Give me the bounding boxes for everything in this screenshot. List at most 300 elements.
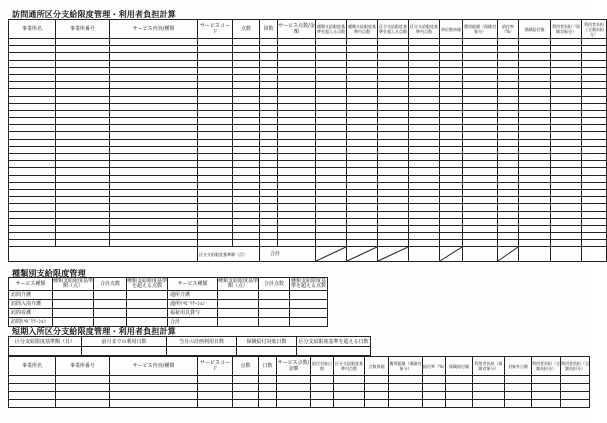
table-cell[interactable] — [233, 39, 260, 46]
table-cell[interactable] — [260, 225, 278, 232]
table-cell[interactable] — [56, 110, 110, 117]
table-cell[interactable] — [316, 182, 347, 189]
table-cell[interactable] — [498, 60, 519, 67]
table-cell[interactable] — [347, 175, 378, 182]
table-cell[interactable] — [519, 132, 551, 139]
table-cell[interactable] — [278, 211, 316, 218]
table-cell[interactable] — [278, 240, 316, 247]
table-cell[interactable] — [347, 46, 378, 53]
table-cell[interactable] — [233, 240, 260, 247]
table-cell[interactable] — [463, 182, 498, 189]
table-cell[interactable] — [316, 89, 347, 96]
table-cell[interactable] — [233, 132, 260, 139]
table-cell[interactable] — [463, 161, 498, 168]
table-cell[interactable] — [409, 89, 440, 96]
table-cell[interactable] — [463, 110, 498, 117]
table-cell[interactable] — [9, 400, 56, 408]
table-cell[interactable] — [378, 233, 409, 240]
table-cell[interactable] — [582, 39, 607, 46]
table-cell[interactable] — [551, 125, 582, 132]
table-cell[interactable] — [198, 197, 233, 204]
table-cell[interactable] — [56, 376, 110, 384]
table-cell[interactable] — [473, 384, 505, 392]
table-cell[interactable] — [56, 400, 110, 408]
table-cell[interactable] — [198, 225, 233, 232]
table-cell[interactable] — [551, 89, 582, 96]
table-cell[interactable] — [9, 211, 56, 218]
table-cell[interactable] — [409, 46, 440, 53]
table-cell[interactable] — [498, 125, 519, 132]
table-cell[interactable] — [582, 67, 607, 74]
table-cell[interactable] — [316, 189, 347, 196]
table-cell[interactable] — [347, 60, 378, 67]
table-cell[interactable] — [582, 233, 607, 240]
table-cell[interactable] — [9, 392, 56, 400]
table-cell[interactable] — [278, 89, 316, 96]
table-cell[interactable] — [551, 182, 582, 189]
table-cell[interactable] — [532, 376, 561, 384]
table-cell[interactable] — [347, 168, 378, 175]
table-cell[interactable] — [409, 182, 440, 189]
table-cell[interactable] — [278, 53, 316, 60]
table-cell[interactable] — [551, 74, 582, 81]
table-cell[interactable] — [347, 82, 378, 89]
table-cell[interactable] — [582, 240, 607, 247]
table-cell[interactable] — [110, 225, 198, 232]
table-cell[interactable] — [9, 182, 56, 189]
table-cell[interactable] — [409, 118, 440, 125]
table-cell[interactable] — [9, 53, 56, 60]
table-cell[interactable] — [198, 60, 233, 67]
table-cell[interactable] — [316, 197, 347, 204]
table-cell[interactable] — [278, 132, 316, 139]
table-cell[interactable] — [519, 103, 551, 110]
table-cell[interactable] — [278, 74, 316, 81]
table-cell[interactable] — [9, 197, 56, 204]
table-cell[interactable] — [498, 233, 519, 240]
table-cell[interactable] — [110, 60, 198, 67]
table-cell[interactable] — [233, 376, 259, 384]
table-cell[interactable] — [409, 125, 440, 132]
table-cell[interactable] — [519, 118, 551, 125]
table-cell[interactable] — [278, 146, 316, 153]
table-cell[interactable] — [110, 53, 198, 60]
table-cell[interactable] — [260, 74, 278, 81]
table-cell[interactable] — [551, 175, 582, 182]
table-cell[interactable] — [198, 376, 233, 384]
table-cell[interactable] — [198, 146, 233, 153]
table-cell[interactable] — [378, 53, 409, 60]
table-cell[interactable] — [9, 39, 56, 46]
table-cell[interactable] — [463, 139, 498, 146]
table-cell[interactable] — [260, 211, 278, 218]
table-cell[interactable] — [463, 154, 498, 161]
table-cell[interactable] — [378, 225, 409, 232]
table-cell[interactable] — [440, 225, 463, 232]
table-cell[interactable] — [446, 384, 473, 392]
table-cell[interactable] — [463, 118, 498, 125]
table-cell[interactable] — [463, 96, 498, 103]
table-cell[interactable] — [334, 376, 365, 384]
table-cell[interactable] — [409, 110, 440, 117]
table-cell[interactable] — [198, 154, 233, 161]
table-cell[interactable] — [233, 53, 260, 60]
table-cell[interactable] — [110, 384, 198, 392]
table-cell[interactable] — [316, 240, 347, 247]
table-cell[interactable] — [233, 161, 260, 168]
table-cell[interactable] — [278, 154, 316, 161]
table-cell[interactable] — [519, 161, 551, 168]
table-cell[interactable] — [9, 225, 56, 232]
table-cell[interactable] — [409, 204, 440, 211]
table-cell[interactable] — [56, 218, 110, 225]
table-cell[interactable] — [260, 197, 278, 204]
table-cell[interactable] — [551, 233, 582, 240]
table-cell[interactable] — [551, 53, 582, 60]
table-cell[interactable] — [9, 161, 56, 168]
table-cell[interactable] — [56, 89, 110, 96]
table-cell[interactable] — [582, 118, 607, 125]
table-cell[interactable] — [110, 211, 198, 218]
table-cell[interactable] — [463, 218, 498, 225]
table-cell[interactable] — [505, 384, 532, 392]
table-cell[interactable] — [198, 233, 233, 240]
table-cell[interactable] — [551, 82, 582, 89]
table-cell[interactable] — [582, 175, 607, 182]
table-cell[interactable] — [110, 189, 198, 196]
table-cell[interactable] — [582, 132, 607, 139]
table-cell[interactable] — [278, 204, 316, 211]
table-cell[interactable] — [278, 103, 316, 110]
table-cell[interactable] — [347, 125, 378, 132]
table-cell[interactable] — [233, 89, 260, 96]
table-cell[interactable] — [347, 67, 378, 74]
table-cell[interactable] — [389, 384, 423, 392]
table-cell[interactable] — [423, 392, 446, 400]
table-cell[interactable] — [56, 125, 110, 132]
table-cell[interactable] — [440, 240, 463, 247]
table-cell[interactable] — [378, 110, 409, 117]
table-cell[interactable] — [498, 103, 519, 110]
table-cell[interactable] — [505, 400, 532, 408]
table-cell[interactable] — [56, 161, 110, 168]
table-cell[interactable] — [56, 154, 110, 161]
table-cell[interactable] — [260, 204, 278, 211]
table-cell[interactable] — [56, 60, 110, 67]
table-cell[interactable] — [409, 82, 440, 89]
table-cell[interactable] — [347, 182, 378, 189]
table-cell[interactable] — [110, 132, 198, 139]
table-cell[interactable] — [551, 139, 582, 146]
table-cell[interactable] — [519, 110, 551, 117]
table-cell[interactable] — [409, 211, 440, 218]
table-cell[interactable] — [582, 218, 607, 225]
table-cell[interactable] — [378, 175, 409, 182]
table-cell[interactable] — [409, 197, 440, 204]
table-cell[interactable] — [259, 400, 277, 408]
table-cell[interactable] — [498, 82, 519, 89]
table-cell[interactable] — [519, 146, 551, 153]
table-cell[interactable] — [56, 82, 110, 89]
table-cell[interactable] — [582, 189, 607, 196]
table-cell[interactable] — [110, 103, 198, 110]
table-cell[interactable] — [551, 118, 582, 125]
table-cell[interactable] — [110, 240, 198, 247]
table-cell[interactable] — [409, 139, 440, 146]
table-cell[interactable] — [110, 376, 198, 384]
table-cell[interactable] — [440, 53, 463, 60]
table-cell[interactable] — [378, 240, 409, 247]
table-cell[interactable] — [9, 154, 56, 161]
table-cell[interactable] — [378, 218, 409, 225]
table-cell[interactable] — [198, 118, 233, 125]
table-cell[interactable] — [498, 132, 519, 139]
table-cell[interactable] — [278, 189, 316, 196]
table-cell[interactable] — [110, 400, 198, 408]
table-cell[interactable] — [440, 154, 463, 161]
table-cell[interactable] — [446, 376, 473, 384]
table-cell[interactable] — [316, 168, 347, 175]
table-cell[interactable] — [110, 197, 198, 204]
table-cell[interactable] — [561, 400, 590, 408]
table-cell[interactable] — [409, 146, 440, 153]
table-cell[interactable] — [110, 118, 198, 125]
table-cell[interactable] — [463, 146, 498, 153]
table-cell[interactable] — [110, 233, 198, 240]
table-cell[interactable] — [440, 103, 463, 110]
table-cell[interactable] — [498, 110, 519, 117]
table-cell[interactable] — [440, 46, 463, 53]
table-cell[interactable] — [233, 60, 260, 67]
table-cell[interactable] — [409, 96, 440, 103]
table-cell[interactable] — [440, 39, 463, 46]
table-cell[interactable] — [423, 376, 446, 384]
table-cell[interactable] — [9, 67, 56, 74]
table-cell[interactable] — [446, 392, 473, 400]
table-cell[interactable] — [519, 139, 551, 146]
table-cell[interactable] — [582, 89, 607, 96]
table-cell[interactable] — [440, 197, 463, 204]
table-cell[interactable] — [278, 161, 316, 168]
table-cell[interactable] — [56, 175, 110, 182]
table-cell[interactable] — [582, 96, 607, 103]
table-cell[interactable] — [463, 204, 498, 211]
table-cell[interactable] — [347, 139, 378, 146]
table-cell[interactable] — [551, 211, 582, 218]
table-cell[interactable] — [56, 67, 110, 74]
table-cell[interactable] — [463, 211, 498, 218]
table-cell[interactable] — [198, 110, 233, 117]
table-cell[interactable] — [316, 39, 347, 46]
table-cell[interactable] — [519, 96, 551, 103]
table-cell[interactable] — [498, 175, 519, 182]
table-cell[interactable] — [347, 161, 378, 168]
table-cell[interactable] — [233, 110, 260, 117]
table-cell[interactable] — [9, 175, 56, 182]
table-cell[interactable] — [378, 103, 409, 110]
table-cell[interactable] — [260, 82, 278, 89]
table-cell[interactable] — [378, 154, 409, 161]
table-cell[interactable] — [198, 189, 233, 196]
table-cell[interactable] — [260, 110, 278, 117]
table-cell[interactable] — [463, 168, 498, 175]
table-cell[interactable] — [198, 74, 233, 81]
table-cell[interactable] — [56, 53, 110, 60]
table-cell[interactable] — [551, 46, 582, 53]
table-cell[interactable] — [260, 46, 278, 53]
table-cell[interactable] — [582, 46, 607, 53]
table-cell[interactable] — [233, 125, 260, 132]
table-cell[interactable] — [316, 211, 347, 218]
table-cell[interactable] — [409, 175, 440, 182]
table-cell[interactable] — [110, 67, 198, 74]
table-cell[interactable] — [498, 146, 519, 153]
table-cell[interactable] — [498, 154, 519, 161]
table-cell[interactable] — [378, 46, 409, 53]
table-cell[interactable] — [582, 53, 607, 60]
table-cell[interactable] — [334, 392, 365, 400]
table-cell[interactable] — [260, 39, 278, 46]
table-cell[interactable] — [56, 103, 110, 110]
table-cell[interactable] — [278, 39, 316, 46]
table-cell[interactable] — [277, 400, 311, 408]
table-cell[interactable] — [9, 240, 56, 247]
table-cell[interactable] — [198, 182, 233, 189]
table-cell[interactable] — [409, 39, 440, 46]
table-cell[interactable] — [551, 60, 582, 67]
table-cell[interactable] — [110, 89, 198, 96]
table-cell[interactable] — [316, 67, 347, 74]
table-cell[interactable] — [378, 182, 409, 189]
table-cell[interactable] — [260, 218, 278, 225]
table-cell[interactable] — [532, 392, 561, 400]
table-cell[interactable] — [198, 168, 233, 175]
table-cell[interactable] — [551, 110, 582, 117]
table-cell[interactable] — [378, 146, 409, 153]
table-cell[interactable] — [198, 211, 233, 218]
table-cell[interactable] — [278, 139, 316, 146]
table-cell[interactable] — [378, 82, 409, 89]
table-cell[interactable] — [347, 89, 378, 96]
table-cell[interactable] — [110, 125, 198, 132]
table-cell[interactable] — [233, 384, 259, 392]
table-cell[interactable] — [198, 39, 233, 46]
table-cell[interactable] — [260, 67, 278, 74]
table-cell[interactable] — [347, 154, 378, 161]
table-cell[interactable] — [498, 89, 519, 96]
table-cell[interactable] — [519, 182, 551, 189]
table-cell[interactable] — [347, 189, 378, 196]
table-cell[interactable] — [409, 67, 440, 74]
table-cell[interactable] — [9, 376, 56, 384]
table-cell[interactable] — [316, 175, 347, 182]
table-cell[interactable] — [463, 132, 498, 139]
table-cell[interactable] — [347, 132, 378, 139]
table-cell[interactable] — [110, 139, 198, 146]
table-cell[interactable] — [278, 125, 316, 132]
table-cell[interactable] — [582, 204, 607, 211]
table-cell[interactable] — [498, 67, 519, 74]
table-cell[interactable] — [56, 132, 110, 139]
table-cell[interactable] — [316, 218, 347, 225]
table-cell[interactable] — [278, 46, 316, 53]
table-cell[interactable] — [378, 60, 409, 67]
table-cell[interactable] — [551, 161, 582, 168]
table-cell[interactable] — [311, 392, 334, 400]
table-cell[interactable] — [519, 74, 551, 81]
table-cell[interactable] — [316, 225, 347, 232]
table-cell[interactable] — [347, 218, 378, 225]
table-cell[interactable] — [378, 125, 409, 132]
table-cell[interactable] — [110, 110, 198, 117]
table-cell[interactable] — [582, 82, 607, 89]
table-cell[interactable] — [347, 204, 378, 211]
table-cell[interactable] — [378, 211, 409, 218]
table-cell[interactable] — [473, 392, 505, 400]
table-cell[interactable] — [440, 60, 463, 67]
table-cell[interactable] — [498, 225, 519, 232]
table-cell[interactable] — [233, 82, 260, 89]
table-cell[interactable] — [56, 204, 110, 211]
table-cell[interactable] — [110, 146, 198, 153]
table-cell[interactable] — [260, 89, 278, 96]
table-cell[interactable] — [440, 211, 463, 218]
table-cell[interactable] — [56, 240, 110, 247]
table-cell[interactable] — [260, 132, 278, 139]
table-cell[interactable] — [378, 168, 409, 175]
table-cell[interactable] — [259, 376, 277, 384]
table-cell[interactable] — [440, 204, 463, 211]
table-cell[interactable] — [347, 211, 378, 218]
table-cell[interactable] — [316, 74, 347, 81]
table-cell[interactable] — [260, 125, 278, 132]
table-cell[interactable] — [198, 103, 233, 110]
table-cell[interactable] — [56, 233, 110, 240]
table-cell[interactable] — [551, 146, 582, 153]
table-cell[interactable] — [347, 197, 378, 204]
table-cell[interactable] — [440, 118, 463, 125]
table-cell[interactable] — [198, 384, 233, 392]
table-cell[interactable] — [9, 74, 56, 81]
table-cell[interactable] — [378, 118, 409, 125]
table-cell[interactable] — [260, 139, 278, 146]
table-cell[interactable] — [56, 139, 110, 146]
table-cell[interactable] — [551, 240, 582, 247]
table-cell[interactable] — [9, 60, 56, 67]
table-cell[interactable] — [278, 218, 316, 225]
table-cell[interactable] — [278, 182, 316, 189]
table-cell[interactable] — [233, 46, 260, 53]
table-cell[interactable] — [440, 168, 463, 175]
table-cell[interactable] — [551, 132, 582, 139]
table-cell[interactable] — [110, 182, 198, 189]
table-cell[interactable] — [463, 197, 498, 204]
table-cell[interactable] — [9, 139, 56, 146]
table-cell[interactable] — [582, 110, 607, 117]
table-cell[interactable] — [463, 233, 498, 240]
table-cell[interactable] — [56, 168, 110, 175]
table-cell[interactable] — [110, 218, 198, 225]
table-cell[interactable] — [233, 204, 260, 211]
table-cell[interactable] — [110, 39, 198, 46]
table-cell[interactable] — [551, 168, 582, 175]
table-cell[interactable] — [260, 60, 278, 67]
table-cell[interactable] — [347, 240, 378, 247]
table-cell[interactable] — [498, 218, 519, 225]
table-cell[interactable] — [56, 118, 110, 125]
table-cell[interactable] — [473, 376, 505, 384]
table-cell[interactable] — [409, 103, 440, 110]
